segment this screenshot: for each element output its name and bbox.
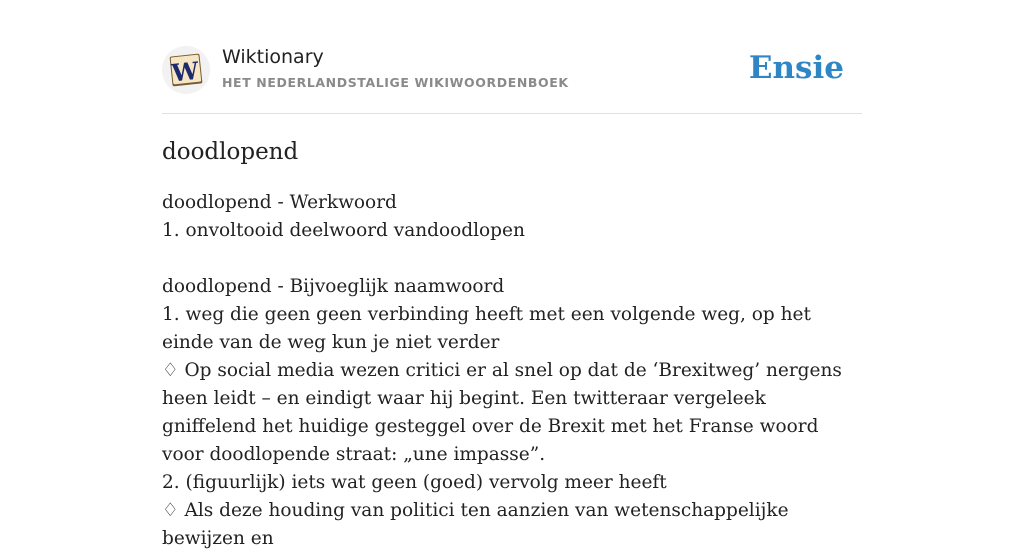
page: [162, 0, 862, 549]
definition-line: 1. onvoltooid deelwoord vandoodlopen: [162, 220, 525, 241]
definition-line: 2. (figuurlijk) iets wat geen (goed) vervolg meer heeft: [162, 472, 667, 493]
definition-line: 1. weg die geen geen verbinding heeft met een volgende weg, op het einde van de weg kun je niet verder: [162, 304, 811, 353]
example-quote: ♢ Als deze houding van politici ten aanzien van wetenschappelijke bewijzen en: [162, 500, 789, 549]
entry-bijvoeglijk-naamwoord: [162, 273, 862, 553]
site-tagline: HET NEDERLANDSTALIGE WIKIWOORDENBOEK: [222, 75, 569, 90]
header-divider: [162, 113, 862, 114]
entry-heading: doodlopend - Werkwoord: [162, 192, 397, 213]
page-title: doodlopend: [162, 139, 299, 165]
ensie-logo[interactable]: Ensie: [748, 50, 844, 86]
site-title[interactable]: Wiktionary: [222, 46, 324, 68]
wiktionary-logo-icon[interactable]: [162, 46, 210, 94]
entry-spacer: [162, 245, 862, 273]
site-header: [162, 46, 862, 96]
entry-heading: doodlopend - Bijvoeglijk naamwoord: [162, 276, 505, 297]
example-quote: ♢ Op social media wezen critici er al snel op dat de ‘Brexitweg’ nergens heen leidt – en eindigt waar hij begint. Een twitteraar vergeleek gniffelend het huidige gesteggel over de Brexit met het Franse woord voor doodlopende straat: „une impasse”.: [162, 360, 842, 465]
entry-werkwoord: [162, 189, 862, 245]
article: [162, 137, 862, 553]
logo-letter: W: [170, 55, 201, 88]
